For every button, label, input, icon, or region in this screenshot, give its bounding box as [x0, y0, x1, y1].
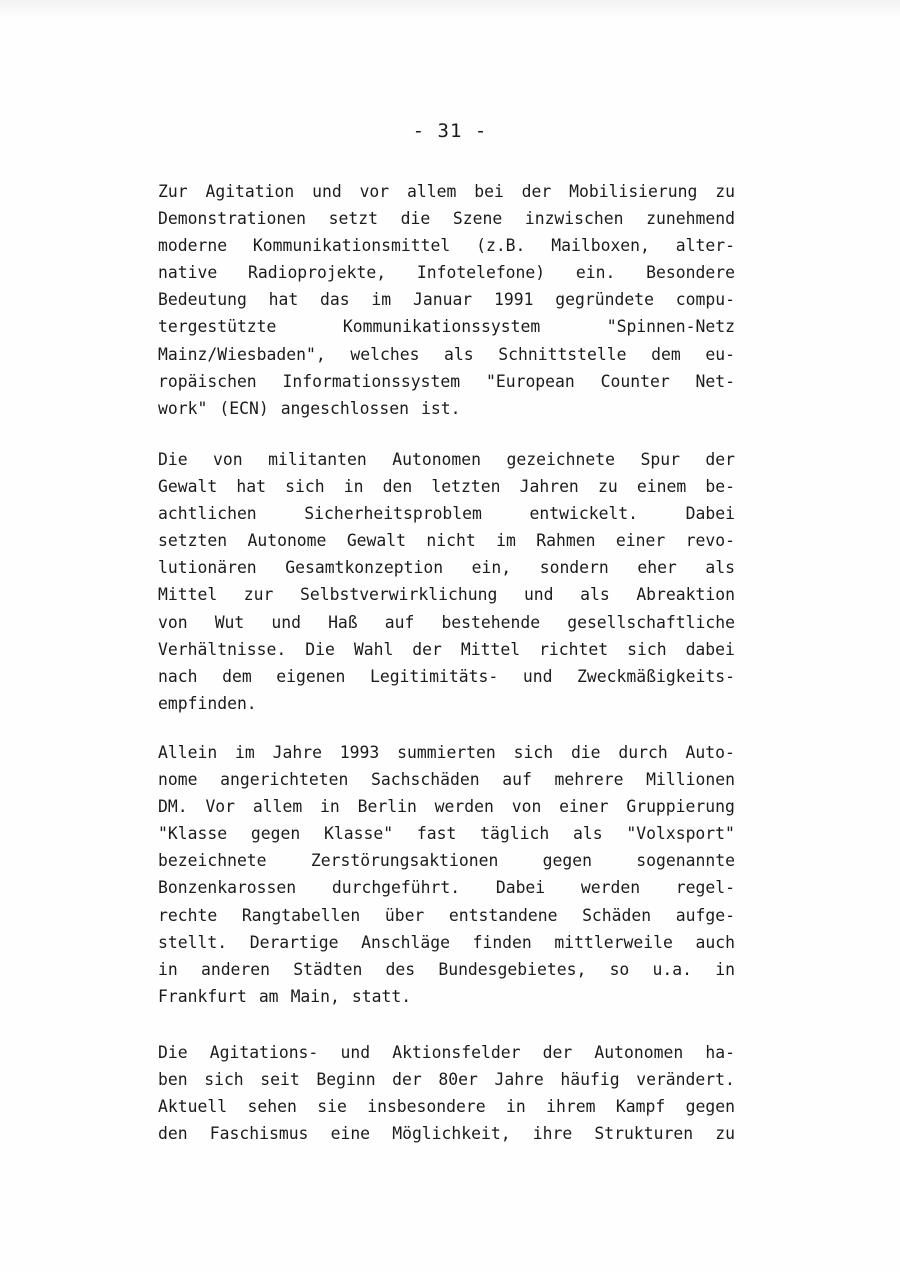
text-line: Zur Agitation und vor allem bei der Mobilisierung zu: [158, 182, 735, 201]
text-line: nome angerichteten Sachschäden auf mehrere Millionen: [158, 770, 735, 790]
text-line: von Wut und Haß auf bestehende gesellschaftliche: [158, 612, 735, 632]
text-line: work" (ECN) angeschlossen ist.: [158, 398, 461, 418]
text-line: lutionären Gesamtkonzeption ein, sondern eher als: [158, 558, 735, 578]
text-line: tergestützte Kommunikationssystem "Spinnen-Netz: [158, 317, 735, 337]
text-line: Verhältnisse. Die Wahl der Mittel richtet sich dabei: [158, 639, 735, 659]
text-line: native Radioprojekte, Infotelefone) ein. Besondere: [158, 263, 735, 283]
text-line: Allein im Jahre 1993 summierten sich die durch Auto-: [158, 743, 735, 762]
text-line: Gewalt hat sich in den letzten Jahren zu einem be-: [158, 477, 735, 497]
text-line: ropäischen Informationssystem "European Counter Net-: [158, 371, 735, 391]
text-line: Mittel zur Selbstverwirklichung und als Abreaktion: [158, 585, 735, 605]
text-line: achtlichen Sicherheitsproblem entwickelt. Dabei: [158, 504, 735, 524]
text-line: DM. Vor allem in Berlin werden von einer Gruppierung: [158, 797, 735, 817]
text-line: setzten Autonome Gewalt nicht im Rahmen einer revo-: [158, 531, 735, 551]
text-line: bezeichnete Zerstörungsaktionen gegen sogenannte: [158, 851, 735, 871]
text-line: Mainz/Wiesbaden", welches als Schnittstelle dem eu-: [158, 344, 735, 364]
text-line: moderne Kommunikationsmittel (z.B. Mailboxen, alter-: [158, 236, 735, 256]
text-line: ben sich seit Beginn der 80er Jahre häufig verändert.: [158, 1070, 735, 1090]
text-line: "Klasse gegen Klasse" fast täglich als "Volxsport": [158, 824, 735, 844]
text-line: stellt. Derartige Anschläge finden mittlerweile auch: [158, 932, 735, 952]
text-line: nach dem eigenen Legitimitäts- und Zweckmäßigkeits-: [158, 666, 735, 686]
paragraph-3: [158, 739, 735, 1010]
paragraph-4: [158, 1039, 735, 1147]
text-line: Demonstrationen setzt die Szene inzwischen zunehmend: [158, 209, 735, 229]
text-line: Bedeutung hat das im Januar 1991 gegründete compu-: [158, 290, 735, 310]
text-line: Die Agitations- und Aktionsfelder der Autonomen ha-: [158, 1043, 735, 1062]
text-line: Aktuell sehen sie insbesondere in ihrem Kampf gegen: [158, 1097, 735, 1117]
text-line: Frankfurt am Main, statt.: [158, 986, 412, 1006]
paragraph-2: [158, 446, 735, 717]
text-line: in anderen Städten des Bundesgebietes, so u.a. in: [158, 959, 735, 979]
paragraph-1: [158, 178, 735, 422]
text-line: empfinden.: [158, 693, 257, 713]
page-number: - 31 -: [412, 120, 488, 142]
text-line: den Faschismus eine Möglichkeit, ihre Strukturen zu: [158, 1124, 735, 1144]
text-line: rechte Rangtabellen über entstandene Schäden aufge-: [158, 905, 735, 925]
scan-edge-shadow: [0, 0, 900, 18]
text-line: Bonzenkarossen durchgeführt. Dabei werden regel-: [158, 878, 735, 898]
text-line: Die von militanten Autonomen gezeichnete Spur der: [158, 450, 735, 469]
